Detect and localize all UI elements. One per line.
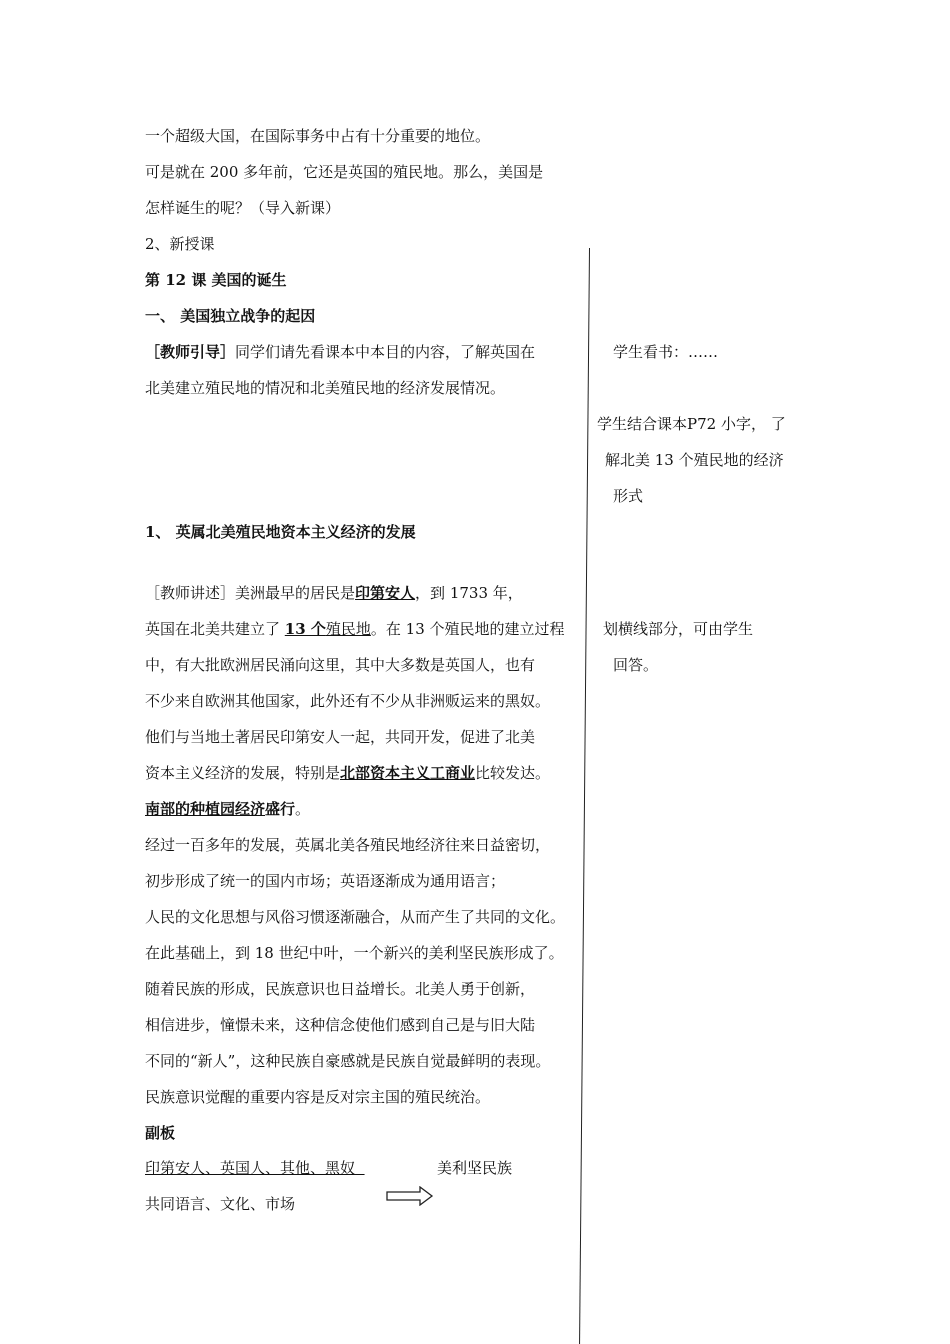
note-underline-1: 划横线部分，可由学生 [603, 620, 754, 638]
note-combine-1: 学生结合课本P72 小字， 了 [597, 415, 786, 433]
lecture-f1: 资本主义经济的发展，特别是 [145, 764, 341, 782]
lecture-a1-end: ，到 1733 年， [415, 584, 523, 602]
guide-text-2: 北美建立殖民地的情况和北美殖民地的经济发展情况。 [145, 379, 506, 397]
lecture-g-end: 。 [295, 800, 311, 818]
subheading-economy: 1、 英属北美殖民地资本主义经济的发展 [145, 523, 416, 541]
intro-line-3: 怎样诞生的呢？（导入新课） [145, 199, 341, 217]
key-south-plantation: 南部的种植园经济 [145, 800, 266, 818]
note-read-book: 学生看书：…… [613, 343, 719, 361]
lesson-title: 第 12 课 美国的诞生 [145, 271, 287, 289]
key-colonies: 殖民地 [325, 620, 371, 638]
note-combine-2: 解北美 13 个殖民地的经济 [605, 451, 784, 469]
heading-causes: 一、 美国独立战争的起因 [145, 307, 316, 325]
key-north-industry: 北部资本主义工商业 [340, 764, 476, 782]
lecture-b1: 英国在北美共建立了 [145, 620, 285, 638]
intro-line-1: 一个超级大国，在国际事务中占有十分重要的地位。 [145, 127, 491, 145]
intro-line-2: 可是就在 200 多年前，它还是英国的殖民地。那么，美国是 [145, 163, 544, 181]
lecture-line-2 [145, 619, 565, 639]
lecture-line-14: 不同的“新人”，这种民族自豪感就是民族自觉最鲜明的表现。 [145, 1052, 551, 1070]
section-new-lesson: 2、新授课 [145, 235, 215, 253]
board-title: 副板 [145, 1124, 176, 1142]
key-prevail: 盛行 [265, 800, 296, 818]
key-indians: 印第安人 [355, 584, 416, 602]
board-left-1: 印第安人、英国人、其他、黑奴 [145, 1159, 365, 1177]
lecture-f-end: 比较发达。 [475, 764, 551, 782]
lecture-line-12: 随着民族的形成，民族意识也日益增长。北美人勇于创新， [145, 980, 536, 998]
lecture-line-8: 经过一百多年的发展，英属北美各殖民地经济往来日益密切， [145, 836, 551, 854]
note-underline-2: 回答。 [613, 656, 659, 674]
guide-text-1: 同学们请先看课本中本目的内容，了解英国在 [235, 343, 536, 361]
lecture-line-9: 初步形成了统一的国内市场；英语逐渐成为通用语言； [145, 872, 506, 890]
guide-line-1 [145, 342, 535, 362]
column-divider [579, 248, 590, 1344]
lecture-line-6 [145, 763, 550, 783]
right-arrow-icon [386, 1186, 434, 1206]
lecture-line-10: 人民的文化思想与风俗习惯逐渐融合，从而产生了共同的文化。 [145, 908, 566, 926]
key-13: 13 个 [284, 620, 326, 638]
lecture-line-5: 他们与当地土著居民印第安人一起，共同开发，促进了北美 [145, 728, 536, 746]
lecture-line-13: 相信进步，憧憬未来，这种信念使他们感到自己是与旧大陆 [145, 1016, 536, 1034]
lecture-a1: 美洲最早的居民是 [235, 584, 356, 602]
lecture-line-3: 中，有大批欧洲居民涌向这里，其中大多数是英国人，也有 [145, 656, 536, 674]
note-combine-3: 形式 [613, 487, 644, 505]
lecture-line-15: 民族意识觉醒的重要内容是反对宗主国的殖民统治。 [145, 1088, 491, 1106]
lecture-line-11: 在此基础上，到 18 世纪中叶，一个新兴的美利坚民族形成了。 [145, 944, 564, 962]
board-result: 美利坚民族 [437, 1159, 513, 1177]
lecture-line-7 [145, 799, 310, 819]
guide-tag: ［教师引导］ [145, 343, 236, 361]
lecture-line-4: 不少来自欧洲其他国家，此外还有不少从非洲贩运来的黑奴。 [145, 692, 551, 710]
lecture-tag: ［教师讲述］ [145, 584, 236, 602]
board-left-2: 共同语言、文化、市场 [145, 1195, 296, 1213]
lecture-b1-end: 。在 13 个殖民地的建立过程 [370, 620, 565, 638]
lecture-line-1 [145, 583, 523, 603]
